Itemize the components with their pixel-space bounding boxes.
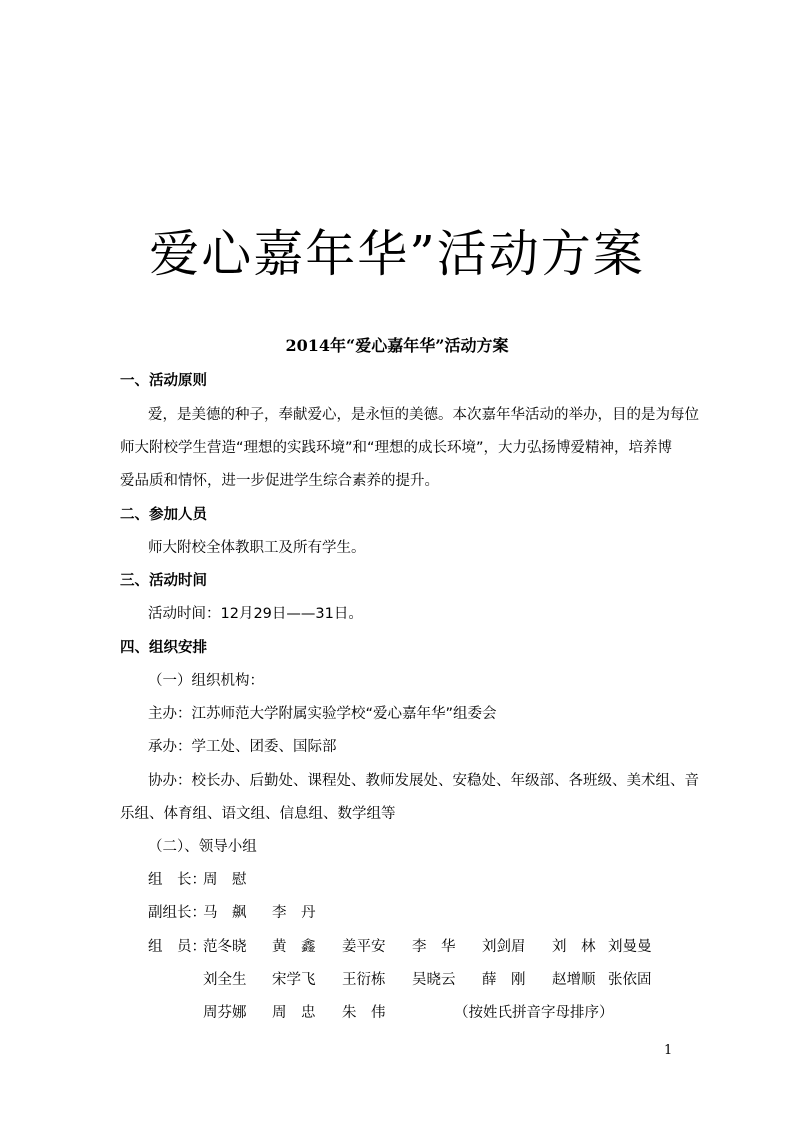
time-paragraph: 活动时间：12月29日——31日。 — [148, 606, 363, 622]
org-structure-title: （一）组织机构： — [148, 673, 264, 689]
member-name: 黄 鑫 — [272, 939, 316, 955]
leader-label: 组 长： — [148, 872, 206, 888]
section-heading-organization: 四、组织安排 — [120, 640, 207, 656]
section-heading-participants: 二、参加人员 — [120, 507, 207, 523]
member-name: 周 忠 — [272, 1005, 316, 1021]
section-heading-time: 三、活动时间 — [120, 573, 207, 589]
assist-line-1: 协办：校长办、后勤处、课程处、教师发展处、安稳处、年级部、各班级、美术组、音 — [148, 773, 699, 789]
leader-name: 周 慰 — [203, 872, 247, 888]
principle-paragraph-line-3: 爱品质和情怀，进一步促进学生综合素养的提升。 — [120, 473, 439, 489]
member-name: 朱 伟 — [342, 1005, 386, 1021]
assist-line-2: 乐组、体育组、语文组、信息组、数学组等 — [120, 806, 396, 822]
member-name: 范冬晓 — [203, 939, 247, 955]
section-heading-principle: 一、活动原则 — [120, 373, 207, 389]
member-name: 周芬娜 — [203, 1005, 247, 1021]
leader-group-title: （二）、领导小组 — [148, 839, 257, 855]
member-name: 刘全生 — [203, 972, 247, 988]
member-name: 赵增顺 — [552, 972, 596, 988]
member-sort-note: （按姓氏拼音字母排序） — [454, 1005, 614, 1021]
vice-leader-name: 马 飙 — [203, 905, 247, 921]
sub-title: 2014年“爱心嘉年华”活动方案 — [285, 336, 509, 355]
participants-paragraph: 师大附校全体教职工及所有学生。 — [148, 540, 366, 556]
member-name: 王衍栋 — [342, 972, 386, 988]
member-name: 刘曼曼 — [608, 939, 652, 955]
member-name: 张依固 — [608, 972, 652, 988]
member-name: 宋学飞 — [272, 972, 316, 988]
member-name: 李 华 — [412, 939, 456, 955]
main-title: 爱心嘉年华”活动方案 — [149, 225, 645, 283]
vice-leader-label: 副组长： — [148, 905, 206, 921]
vice-leader-name: 李 丹 — [272, 905, 316, 921]
member-name: 吴晓云 — [412, 972, 456, 988]
member-label: 组 员： — [148, 939, 206, 955]
member-name: 薛 刚 — [482, 972, 526, 988]
principle-paragraph-line-2: 师大附校学生营造“理想的实践环境”和“理想的成长环境”，大力弘扬博爱精神，培养博 — [120, 440, 673, 456]
undertake-line: 承办：学工处、团委、国际部 — [148, 739, 337, 755]
member-name: 刘剑眉 — [482, 939, 526, 955]
principle-paragraph-line-1: 爱，是美德的种子，奉献爱心，是永恒的美德。本次嘉年华活动的举办，目的是为每位 — [148, 407, 699, 423]
host-line: 主办：江苏师范大学附属实验学校“爱心嘉年华”组委会 — [148, 706, 497, 722]
page-number: 1 — [664, 1043, 673, 1058]
member-name: 刘 林 — [552, 939, 596, 955]
member-name: 姜平安 — [342, 939, 386, 955]
